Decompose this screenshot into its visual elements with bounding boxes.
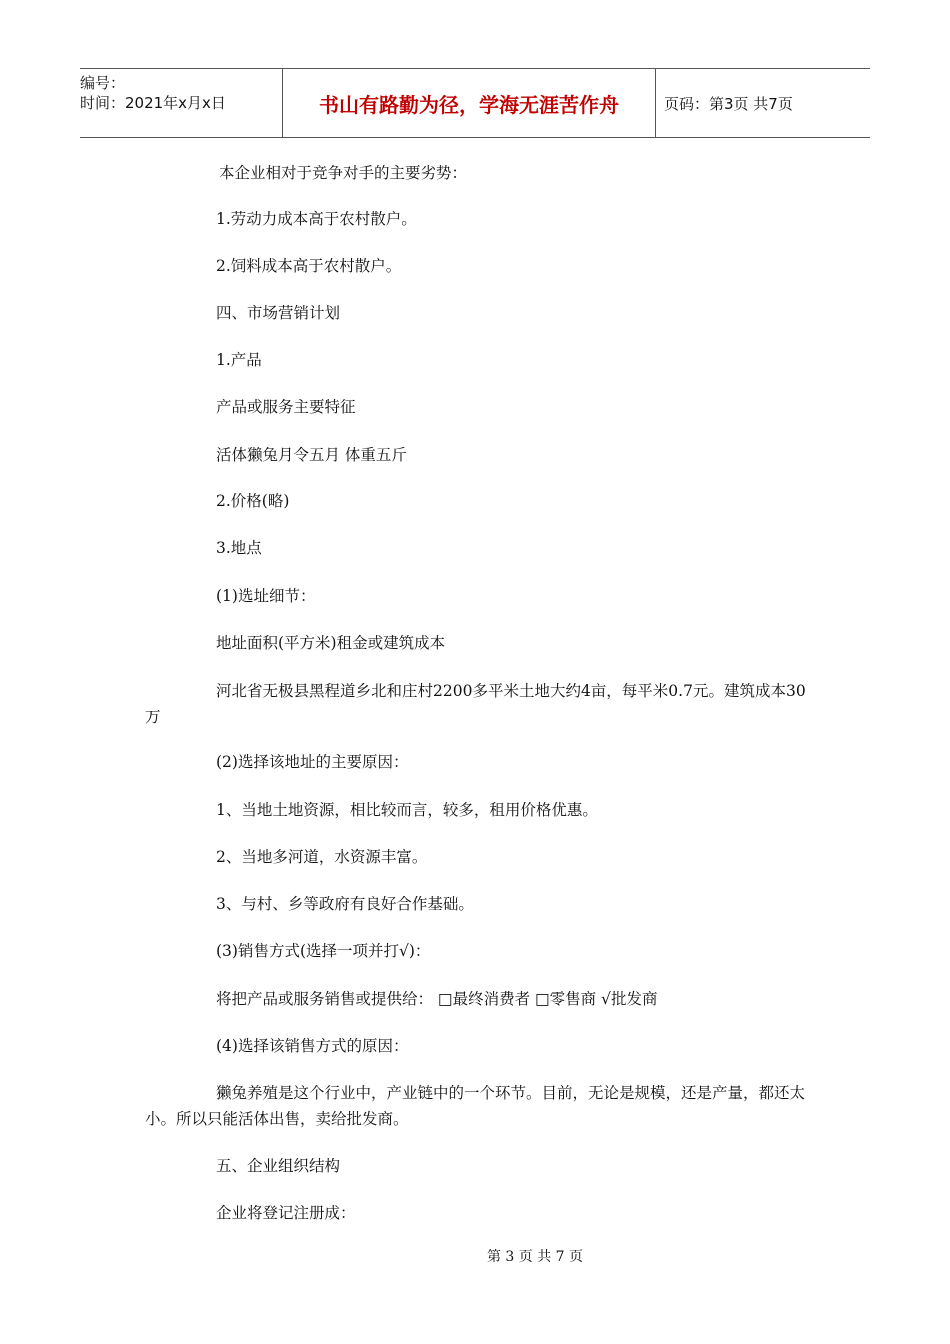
- text-line: (2)选择该地址的主要原因：: [216, 753, 409, 771]
- paragraph: 獭兔养殖是这个行业中，产业链中的一个环节。目前，无论是规模，还是产量，都还太小。所以只能活体出售，卖给批发商。: [145, 1084, 806, 1128]
- text-line: 本企业相对于竞争对手的主要劣势：: [219, 164, 468, 182]
- text-line: 1.劳动力成本高于农村散户。: [216, 210, 417, 228]
- header-motto: 书山有路勤为径，学海无涯苦作舟: [282, 69, 656, 137]
- text-line: (4)选择该销售方式的原因：: [216, 1037, 409, 1055]
- text-line: 地址面积(平方米)租金或建筑成本: [216, 634, 446, 652]
- text-line: 2.价格(略): [216, 492, 290, 510]
- section-heading: 五、企业组织结构: [216, 1157, 341, 1175]
- header-page-label: 页码：第3页 共7页: [664, 94, 793, 113]
- text-line: 3、与村、乡等政府有良好合作基础。: [216, 895, 474, 913]
- sales-options-line: 将把产品或服务销售或提供给： □最终消费者 □零售商 √批发商: [216, 990, 658, 1008]
- paragraph: 河北省无极县黑程道乡北和庄村2200多平米土地大约4亩，每平米0.7元。建筑成本30万: [145, 682, 806, 726]
- text-line: 企业将登记注册成：: [216, 1204, 356, 1222]
- text-line: 1.产品: [216, 351, 262, 369]
- text-line: 1、当地土地资源，相比较而言，较多，租用价格优惠。: [216, 801, 598, 819]
- text-line: 活体獭兔月令五月 体重五斤: [216, 446, 407, 464]
- text-line: (3)销售方式(选择一项并打√)：: [216, 942, 431, 960]
- text-line: (1)选址细节：: [216, 587, 316, 605]
- text-line: 2、当地多河道，水资源丰富。: [216, 848, 428, 866]
- number-label: 编号：: [80, 74, 126, 92]
- text-line: 3.地点: [216, 539, 262, 557]
- text-line: 产品或服务主要特征: [216, 398, 356, 416]
- document-header: [80, 68, 870, 138]
- header-meta: [80, 69, 282, 141]
- page-footer: 第 3 页 共 7 页: [486, 1249, 584, 1265]
- text-line: 2.饲料成本高于农村散户。: [216, 257, 402, 275]
- section-heading: 四、市场营销计划: [216, 304, 341, 322]
- time-label: 时间：2021年x月x日: [80, 94, 226, 112]
